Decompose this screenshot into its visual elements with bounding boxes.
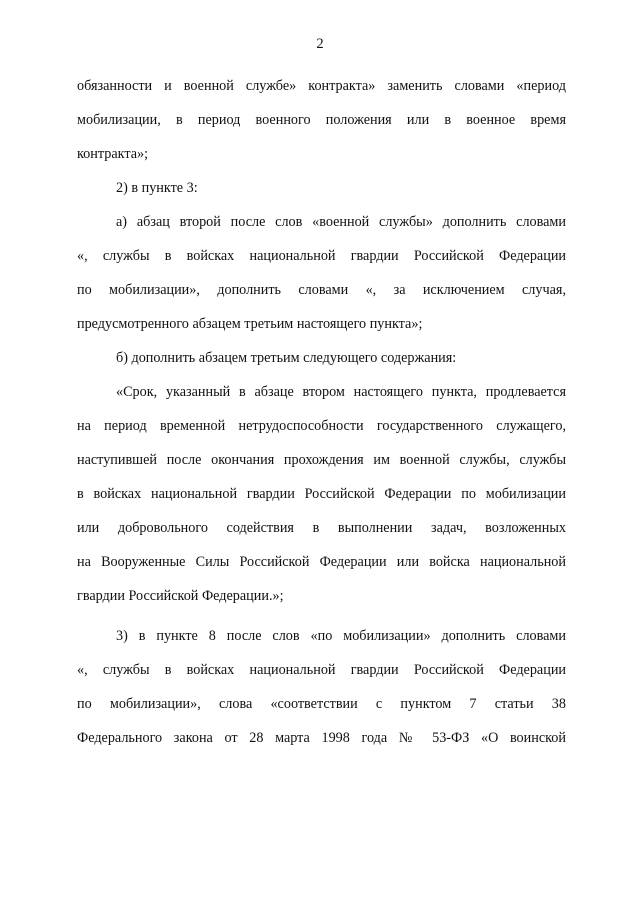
text-line: по мобилизации», слова «соответствии с пунктом 7 статьи 38 [77, 696, 566, 712]
page-number: 2 [316, 36, 324, 52]
text-line: «, службы в войсках национальной гвардии Российской Федерации [77, 248, 566, 264]
text-line: или добровольного содействия в выполнении задач, возложенных [77, 520, 566, 536]
text-line: наступившей после окончания прохождения им военной службы, службы [77, 452, 566, 468]
text-line: «, службы в войсках национальной гвардии Российской Федерации [77, 662, 566, 678]
text-line: «Срок, указанный в абзаце втором настоящего пункта, продлевается [116, 384, 566, 400]
text-line: в войсках национальной гвардии Российской Федерации по мобилизации [77, 486, 566, 502]
text-line: 3) в пункте 8 после слов «по мобилизации» дополнить словами [116, 628, 566, 644]
text-line: Федерального закона от 28 марта 1998 года № 53-ФЗ «О воинской [77, 730, 566, 746]
text-line: на период временной нетрудоспособности государственного служащего, [77, 418, 566, 434]
text-line: на Вооруженные Силы Российской Федерации или войска национальной [77, 554, 566, 570]
text-line: б) дополнить абзацем третьим следующего содержания: [116, 350, 457, 366]
text-line: контракта»; [77, 146, 149, 162]
text-line: предусмотренного абзацем третьим настоящего пункта»; [77, 316, 423, 332]
text-line: мобилизации, в период военного положения или в военное время [77, 112, 566, 128]
text-line: 2) в пункте 3: [116, 180, 198, 196]
text-line: а) абзац второй после слов «военной службы» дополнить словами [116, 214, 566, 230]
text-line: по мобилизации», дополнить словами «, за исключением случая, [77, 282, 566, 298]
text-line: обязанности и военной службе» контракта» заменить словами «период [77, 78, 566, 94]
text-line: гвардии Российской Федерации.»; [77, 588, 284, 604]
